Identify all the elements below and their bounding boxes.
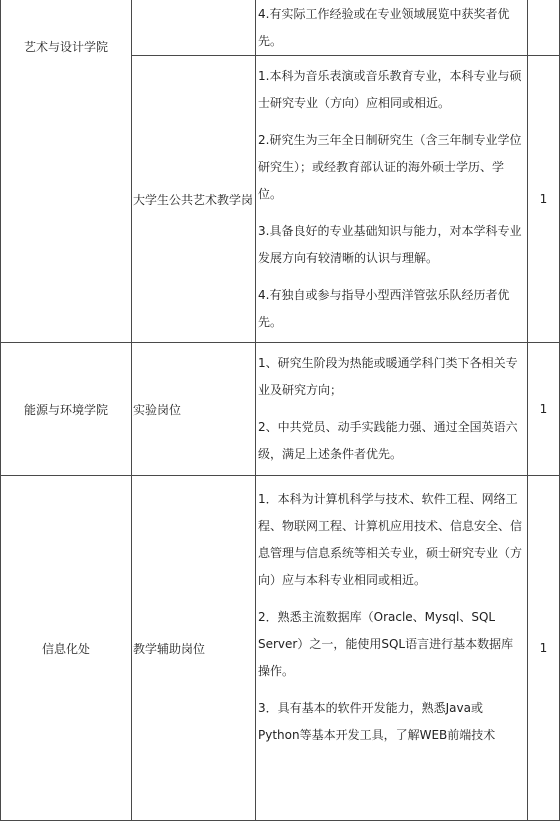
position-name: 实验岗位 <box>133 402 182 417</box>
table-row <box>1 0 560 56</box>
position-cell <box>132 56 256 343</box>
count-value: 1 <box>539 641 548 655</box>
requirements-cell <box>256 0 528 56</box>
requirement-item: 1、研究生阶段为热能或暖通学科门类下各相关专业及研究方向； <box>258 356 518 397</box>
count-value: 1 <box>539 402 548 416</box>
college-name: 信息化处 <box>41 641 90 656</box>
college-cell <box>1 343 132 476</box>
requirement-item: 4.有独自或参与指导小型西洋管弦乐队经历者优先。 <box>258 287 510 329</box>
count-cell <box>528 476 560 821</box>
table-row <box>1 476 560 821</box>
requirement-item: 3．具有基本的软件开发能力，熟悉Java或Python等基本开发工具，了解WEB前端技术 <box>258 701 496 742</box>
count-cell <box>528 0 560 56</box>
requirement-item: 1.本科为音乐表演或音乐教育专业，本科专业与硕士研究专业（方向）应相同或相近。 <box>258 68 522 110</box>
requirement-item: 3.具备良好的专业基础知识与能力，对本学科专业发展方向有较清晰的认识与理解。 <box>258 223 522 265</box>
requirements-cell <box>256 476 528 821</box>
position-cell <box>132 343 256 476</box>
college-cell <box>1 476 132 821</box>
requirements-cell <box>256 343 528 476</box>
table-row <box>1 343 560 476</box>
requirements-cell <box>256 56 528 343</box>
position-name: 大学生公共艺术教学岗 <box>133 192 254 207</box>
position-name: 教学辅助岗位 <box>133 641 206 656</box>
college-cell <box>1 0 132 343</box>
college-name: 能源与环境学院 <box>23 402 108 417</box>
college-name: 艺术与设计学院 <box>23 40 108 54</box>
requirement-item: 2.研究生为三年全日制研究生（含三年制专业学位研究生）；或经教育部认证的海外硕士学历、学位。 <box>258 132 522 201</box>
requirement-item: 4.有实际工作经验或在专业领域展览中获奖者优先。 <box>258 6 510 48</box>
position-cell <box>132 0 256 56</box>
count-cell <box>528 56 560 343</box>
count-cell <box>528 343 560 476</box>
requirement-item: 2．熟悉主流数据库（Oracle、Mysql、SQL Server）之一，能使用SQL语言进行基本数据库操作。 <box>258 610 514 678</box>
count-value: 1 <box>539 192 548 206</box>
requirement-item: 2、中共党员、动手实践能力强、通过全国英语六级，满足上述条件者优先。 <box>258 420 518 461</box>
requirement-item: 1．本科为计算机科学与技术、软件工程、网络工程、物联网工程、计算机应用技术、信息安全、信息管理与信息系统等相关专业，硕士研究专业（方向）应与本科专业相同或相近。 <box>258 492 523 587</box>
position-cell <box>132 476 256 821</box>
